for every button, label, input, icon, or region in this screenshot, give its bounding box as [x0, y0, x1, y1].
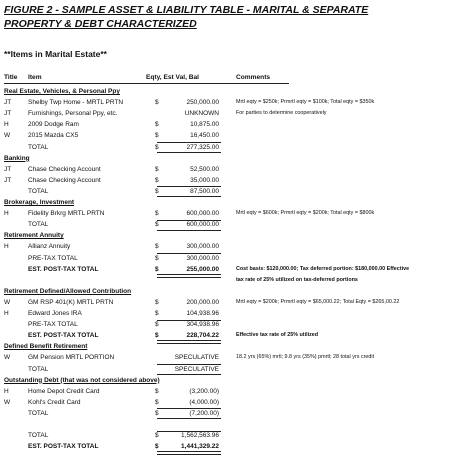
- row-title-code: W: [4, 354, 11, 362]
- column-header-title: Title: [4, 74, 18, 81]
- table-row: [0, 164, 450, 175]
- row-dollar-sign: $: [155, 409, 159, 417]
- table-row: [0, 264, 450, 275]
- row-dollar-sign: $: [155, 165, 159, 173]
- row-item-label: Chase Checking Account: [28, 176, 101, 184]
- row-dollar-sign: $: [155, 176, 159, 184]
- row-value: 35,000.00: [190, 176, 219, 184]
- row-value: 255,000.00: [186, 265, 219, 273]
- row-comment: Cost basis: $120,000.00; Tax deferred portion: $180,000.00 Effective: [236, 265, 410, 272]
- total-rule: [157, 431, 221, 432]
- row-title-code: JT: [4, 165, 12, 173]
- row-value: (4,000.00): [189, 398, 219, 406]
- row-item-label: Allianz Annuity: [28, 243, 71, 251]
- row-title-code: H: [4, 310, 9, 317]
- total-rule: [157, 220, 221, 221]
- row-item-label: EST. POST-TAX TOTAL: [28, 265, 99, 273]
- document-title: FIGURE 2 - SAMPLE ASSET & LIABILITY TABLE - MARITAL & SEPARATE: [4, 4, 369, 16]
- row-item-label: TOTAL: [28, 409, 49, 417]
- row-value: 200,000.00: [186, 298, 219, 306]
- row-comment: 18.2 yrs (65%) mrtl; 9.8 yrs (35%) pmrtl; 28 total yrs credit: [236, 354, 375, 361]
- section-heading-row: [0, 341, 450, 352]
- row-item-label: Chase Checking Account: [28, 165, 101, 173]
- row-value: 1,562,563.96: [181, 432, 219, 440]
- row-value: 300,000.00: [186, 243, 219, 251]
- double-underline: [157, 451, 221, 455]
- row-item-label: PRE-TAX TOTAL: [28, 321, 78, 329]
- row-dollar-sign: $: [155, 221, 159, 229]
- document-subtitle: PROPERTY & DEBT CHARACTERIZED: [4, 18, 197, 30]
- row-value: (3,200.00): [189, 387, 219, 395]
- row-title-code: W: [4, 132, 11, 140]
- row-title-code: H: [4, 243, 9, 251]
- row-comment: For parties to determine cooperatively: [236, 110, 327, 117]
- row-comment: Mrtl eqty = $200k; Prmrtl eqty = $65,000.22; Total Eqty = $265,00.22: [236, 298, 400, 305]
- row-value: 104,938.96: [186, 310, 219, 317]
- row-item-label: GM RSP 401(K) MRTL PRTN: [28, 298, 114, 306]
- table-row: [0, 352, 450, 363]
- row-title-code: JT: [4, 99, 12, 107]
- table-row: [0, 364, 450, 375]
- row-value: UNKNOWN: [184, 110, 219, 118]
- row-value: 52,500.00: [190, 165, 219, 173]
- table-row: [0, 408, 450, 419]
- row-item-label: TOTAL: [28, 221, 49, 229]
- row-title-code: JT: [4, 110, 12, 118]
- table-row: [0, 330, 450, 341]
- table-row: [0, 319, 450, 330]
- row-value: 304,938.96: [186, 321, 219, 329]
- table-row: [0, 308, 450, 319]
- row-dollar-sign: $: [155, 432, 159, 440]
- row-comment: tax rate of 25% utilized on tax-deferred portions: [236, 276, 358, 283]
- row-value: 228,704.22: [186, 332, 219, 340]
- section-heading: Brokerage, Investment: [4, 199, 75, 206]
- row-item-label: Edward Jones IRA: [28, 310, 82, 317]
- row-value: 277,325.00: [186, 143, 219, 151]
- table-row: [0, 108, 450, 119]
- column-header-comments: Comments: [236, 74, 271, 81]
- total-rule: [157, 364, 221, 365]
- row-item-label: 2009 Dodge Ram: [28, 121, 79, 129]
- row-item-label: Furnishings, Personal Ppy, etc.: [28, 110, 118, 118]
- total-rule: [157, 142, 221, 143]
- row-item-label: Shelby Twp Home - MRTL PRTN: [28, 99, 124, 107]
- section-heading: Retirement Annuity: [4, 232, 64, 240]
- row-value: 87,500.00: [190, 187, 219, 195]
- total-rule: [157, 186, 221, 187]
- row-value: 250,000.00: [186, 99, 219, 107]
- row-dollar-sign: $: [155, 187, 159, 195]
- row-item-label: GM Pension MRTL PORTION: [28, 354, 115, 362]
- table-row: [0, 275, 450, 286]
- section-heading: Retirement Defined/Allowed Contribution: [4, 287, 132, 295]
- row-value: 600,000.00: [186, 210, 219, 218]
- row-dollar-sign: $: [155, 398, 159, 406]
- row-dollar-sign: $: [155, 254, 159, 262]
- row-title-code: H: [4, 387, 9, 395]
- section-heading-row: [0, 375, 450, 386]
- table-row: [0, 119, 450, 130]
- row-comment: Mrtl eqty = $250k; Prmrtl eqty = $100k; Total eqty = $350k: [236, 99, 375, 106]
- row-dollar-sign: $: [155, 121, 159, 129]
- table-row: [0, 430, 450, 441]
- row-item-label: EST. POST-TAX TOTAL: [28, 443, 99, 451]
- row-item-label: Fidelity Brkrg MRTL PRTN: [28, 210, 105, 218]
- row-comment: Effective tax rate of 25% utilized: [236, 332, 319, 339]
- row-title-code: JT: [4, 176, 12, 184]
- row-comment: Mrtl eqty = $600k; Prmrtl eqty = $200k; Total eqty = $800k: [236, 210, 375, 217]
- table-row: [0, 208, 450, 219]
- table-row: [0, 186, 450, 197]
- row-item-label: Home Depot Credit Card: [28, 387, 100, 395]
- row-dollar-sign: $: [155, 143, 159, 151]
- row-title-code: W: [4, 298, 11, 306]
- table-row: [0, 219, 450, 230]
- table-row: [0, 241, 450, 252]
- section-heading-row: [0, 153, 450, 164]
- total-rule: [157, 408, 221, 409]
- row-item-label: EST. POST-TAX TOTAL: [28, 332, 99, 340]
- row-title-code: W: [4, 398, 11, 406]
- row-dollar-sign: $: [155, 265, 159, 273]
- row-dollar-sign: $: [155, 99, 159, 107]
- section-heading: Real Estate, Vehicles, & Personal Ppy: [4, 88, 120, 95]
- section-heading-row: [0, 286, 450, 297]
- table-row: [0, 130, 450, 141]
- row-item-label: TOTAL: [28, 432, 49, 440]
- section-heading-row: [0, 86, 450, 97]
- row-title-code: H: [4, 210, 9, 218]
- row-title-code: H: [4, 121, 9, 129]
- row-dollar-sign: $: [155, 387, 159, 395]
- table-row: [0, 297, 450, 308]
- row-value: SPECULATIVE: [174, 365, 219, 373]
- row-item-label: TOTAL: [28, 187, 49, 195]
- marital-estate-label: **Items in Marital Estate**: [4, 49, 107, 59]
- row-item-label: PRE-TAX TOTAL: [28, 254, 78, 262]
- section-heading-row: [0, 197, 450, 208]
- section-heading: Defined Benefit Retirement: [4, 343, 88, 351]
- row-dollar-sign: $: [155, 332, 159, 340]
- row-item-label: TOTAL: [28, 143, 49, 151]
- row-value: 16,450.00: [190, 132, 219, 140]
- row-value: (7,200.00): [189, 409, 219, 417]
- section-heading-row: [0, 230, 450, 241]
- row-value: 10,875.00: [190, 121, 219, 129]
- total-rule: [157, 253, 221, 254]
- table-row: [0, 253, 450, 264]
- table-row: [0, 386, 450, 397]
- section-heading: Banking: [4, 154, 30, 162]
- row-value: SPECULATIVE: [174, 354, 219, 362]
- row-dollar-sign: $: [155, 243, 159, 251]
- table-row: [0, 97, 450, 108]
- column-header-item: Item: [28, 74, 42, 81]
- table-row: [0, 419, 450, 430]
- row-dollar-sign: $: [155, 298, 159, 306]
- row-item-label: 2015 Mazda CX5: [28, 132, 79, 140]
- total-rule: [157, 320, 221, 321]
- row-value: 600,000.00: [186, 221, 219, 229]
- row-item-label: TOTAL: [28, 365, 49, 373]
- column-header-value: Eqty, Est Val, Bal: [146, 74, 200, 81]
- row-dollar-sign: $: [155, 132, 159, 140]
- row-dollar-sign: $: [155, 321, 159, 329]
- row-dollar-sign: $: [155, 210, 159, 218]
- table-row: [0, 441, 450, 452]
- row-value: 1,441,329.22: [181, 443, 219, 451]
- row-value: 300,000.00: [186, 254, 219, 262]
- section-heading: Outstanding Debt (that was not considered above): [4, 376, 160, 384]
- row-item-label: Kohl's Credit Card: [28, 398, 81, 406]
- header-rule: [4, 83, 289, 84]
- table-row: [0, 142, 450, 153]
- row-dollar-sign: $: [155, 310, 159, 317]
- row-dollar-sign: $: [155, 443, 159, 451]
- table-row: [0, 175, 450, 186]
- table-row: [0, 397, 450, 408]
